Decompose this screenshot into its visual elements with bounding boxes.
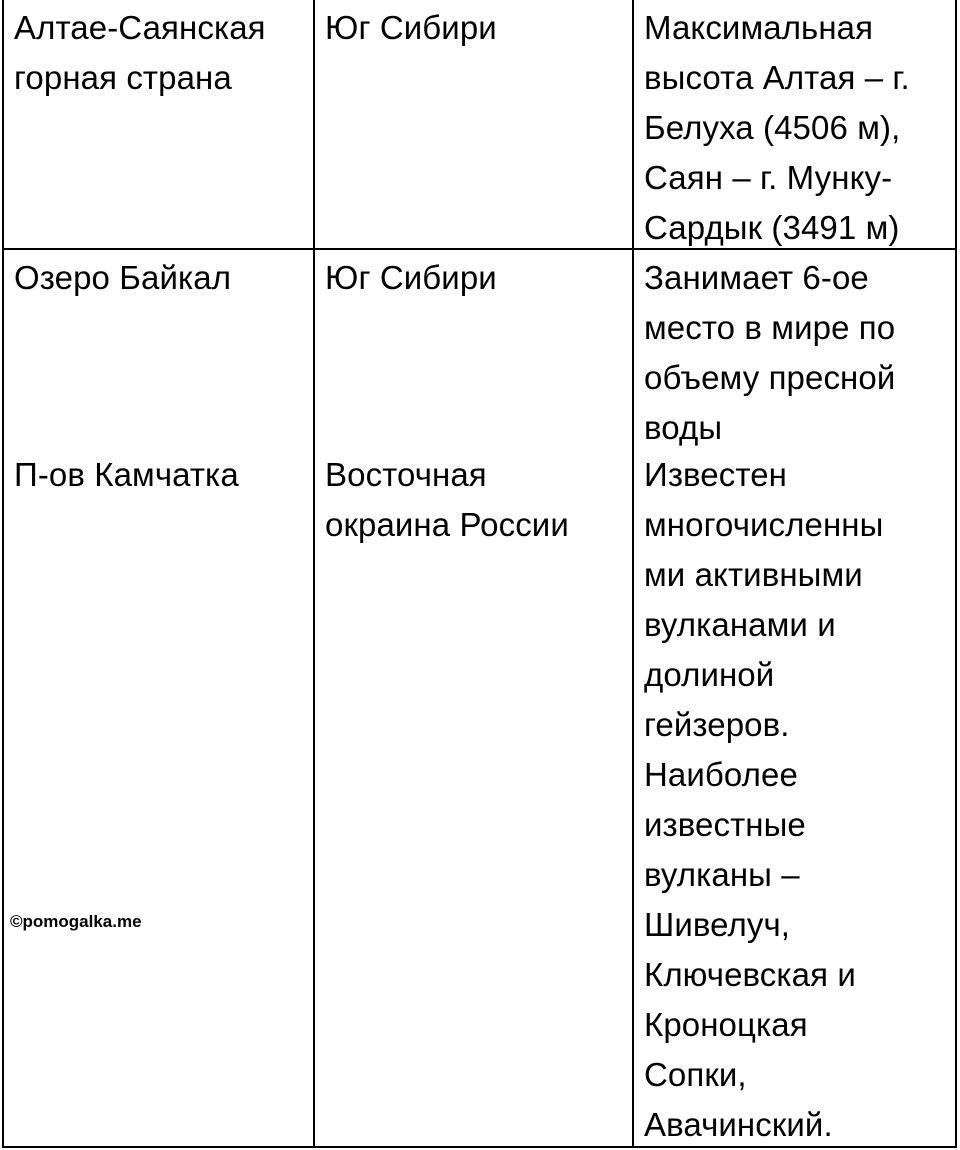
geography-table xyxy=(2,0,957,1148)
row2-location-cell: Юг Сибири xyxy=(325,259,497,296)
row2-feature-cell: Занимает 6-ое место в мире по объему пресной воды xyxy=(644,259,896,446)
watermark: ©pomogalka.me xyxy=(10,912,142,931)
row1-location-cell: Юг Сибири xyxy=(325,9,497,46)
table-border-right xyxy=(955,0,957,1148)
row1-object-cell: Алтае-Саянская горная страна xyxy=(14,9,266,96)
row3-location-cell: Восточная окраина России xyxy=(325,456,569,543)
row2-object-cell: Озеро Байкал xyxy=(14,259,232,296)
table-border-col2 xyxy=(632,0,634,1148)
table-border-col1 xyxy=(313,0,315,1148)
row3-feature-cell: Известен многочисленны ми активными вулканами и долиной гейзеров. Наиболее известные вулканы – Шивелуч, Ключевская и Кроноцкая Сопки, Авачинский. xyxy=(644,456,884,1143)
row3-object-cell: П-ов Камчатка xyxy=(14,456,239,493)
table-border-left xyxy=(2,0,4,1148)
row1-feature-cell: Максимальная высота Алтая – г. Белуха (4506 м), Саян – г. Мунку- Сардык (3491 м) xyxy=(644,9,910,246)
